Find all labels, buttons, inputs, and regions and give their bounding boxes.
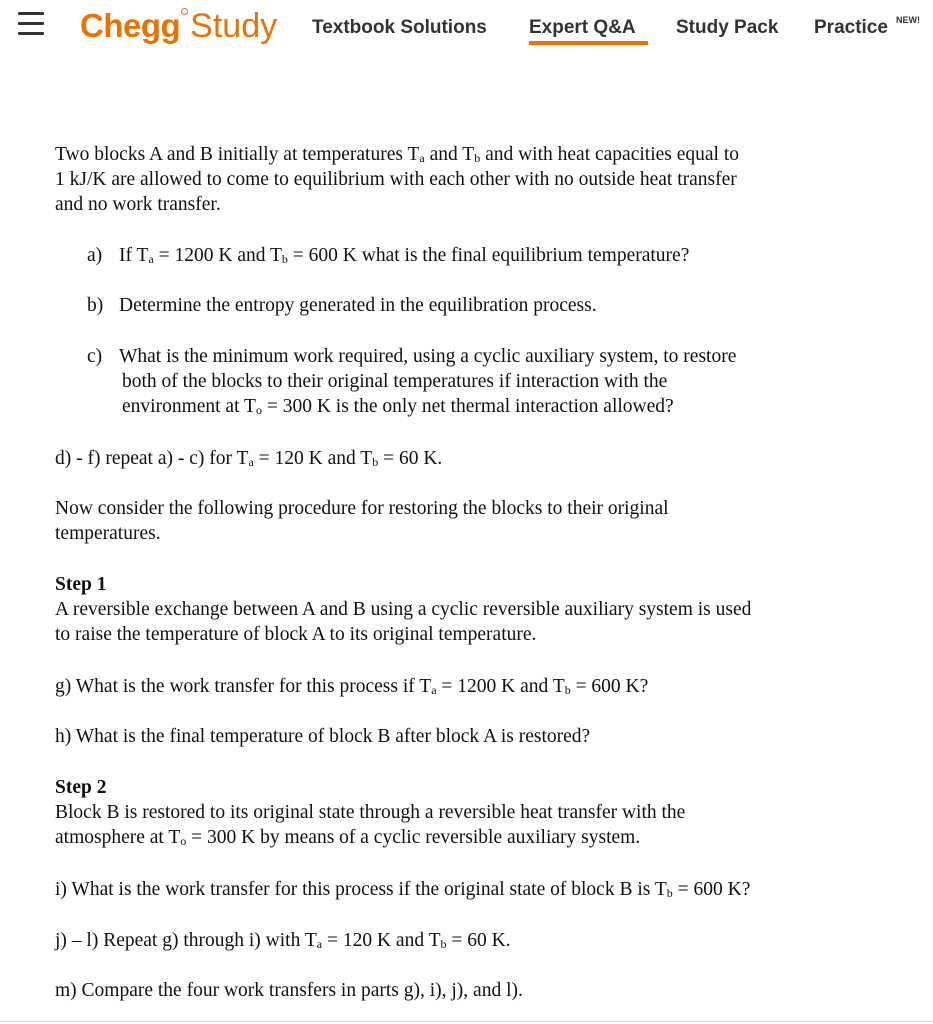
nav-expert-qa[interactable]: Expert Q&A <box>529 17 636 38</box>
step-2-line-1: Block B is restored to its original state through a reversible heat transfer with the <box>55 802 686 823</box>
registered-mark-icon <box>181 8 188 15</box>
part-m: m) Compare the four work transfers in parts g), i), j), and l). <box>55 980 523 1001</box>
step-1-line-2: to raise the temperature of block A to its original temperature. <box>55 624 537 645</box>
top-nav-bar <box>0 0 933 56</box>
logo-study-text: Study <box>190 7 278 45</box>
intro-line-1: Two blocks A and B initially at temperatures $T_a$ and $T_b$ and with heat capacities equal to <box>55 144 740 165</box>
part-g: g) What is the work transfer for this process if $T_a = 1200$ K and $T_b = 600$ K? <box>55 676 649 697</box>
chegg-study-logo[interactable] <box>80 2 277 50</box>
step-2-line-2: atmosphere at $T_o = 300$ K by means of a cyclic reversible auxiliary system. <box>55 827 641 848</box>
part-d-f: d) - f) repeat a) - c) for $T_a = 120$ K and $T_b = 60$ K. <box>55 448 443 469</box>
logo-chegg-text: Chegg <box>80 7 181 44</box>
intro-line-3: and no work transfer. <box>55 194 221 215</box>
intro-line-2: 1 kJ/K are allowed to come to equilibrium with each other with no outside heat transfer <box>55 169 737 190</box>
divider <box>0 1021 933 1022</box>
nav-textbook-solutions[interactable]: Textbook Solutions <box>312 17 487 38</box>
part-c-line-2: both of the blocks to their original temperatures if interaction with the <box>122 371 668 392</box>
step-2-title: Step 2 <box>55 777 107 798</box>
part-h: h) What is the final temperature of block B after block A is restored? <box>55 726 591 747</box>
nav-practice[interactable]: Practice <box>814 17 888 38</box>
procedure-line-1: Now consider the following procedure for restoring the blocks to their original <box>55 498 669 519</box>
part-c-line-1: c) What is the minimum work required, using a cyclic auxiliary system, to restore <box>87 346 737 367</box>
step-1-title: Step 1 <box>55 574 107 595</box>
new-badge: NEW! <box>896 15 920 25</box>
procedure-line-2: temperatures. <box>55 523 161 544</box>
part-i: i) What is the work transfer for this process if the original state of block B is $T_b = 600$ K? <box>55 879 751 900</box>
part-j-l: j) – l) Repeat g) through i) with $T_a = 120$ K and $T_b = 60$ K. <box>55 930 511 951</box>
hamburger-menu-icon[interactable] <box>18 12 44 36</box>
nav-study-pack[interactable]: Study Pack <box>676 17 779 38</box>
part-b: b) Determine the entropy generated in the equilibration process. <box>87 295 597 316</box>
part-a: a) If $T_a = 1200$ K and $T_b = 600$ K what is the final equilibrium temperature? <box>87 245 690 266</box>
part-c-line-3: environment at $T_o = 300$ K is the only net thermal interaction allowed? <box>122 396 674 417</box>
active-tab-indicator <box>529 41 648 45</box>
step-1-line-1: A reversible exchange between A and B using a cyclic reversible auxiliary system is used <box>55 599 752 620</box>
